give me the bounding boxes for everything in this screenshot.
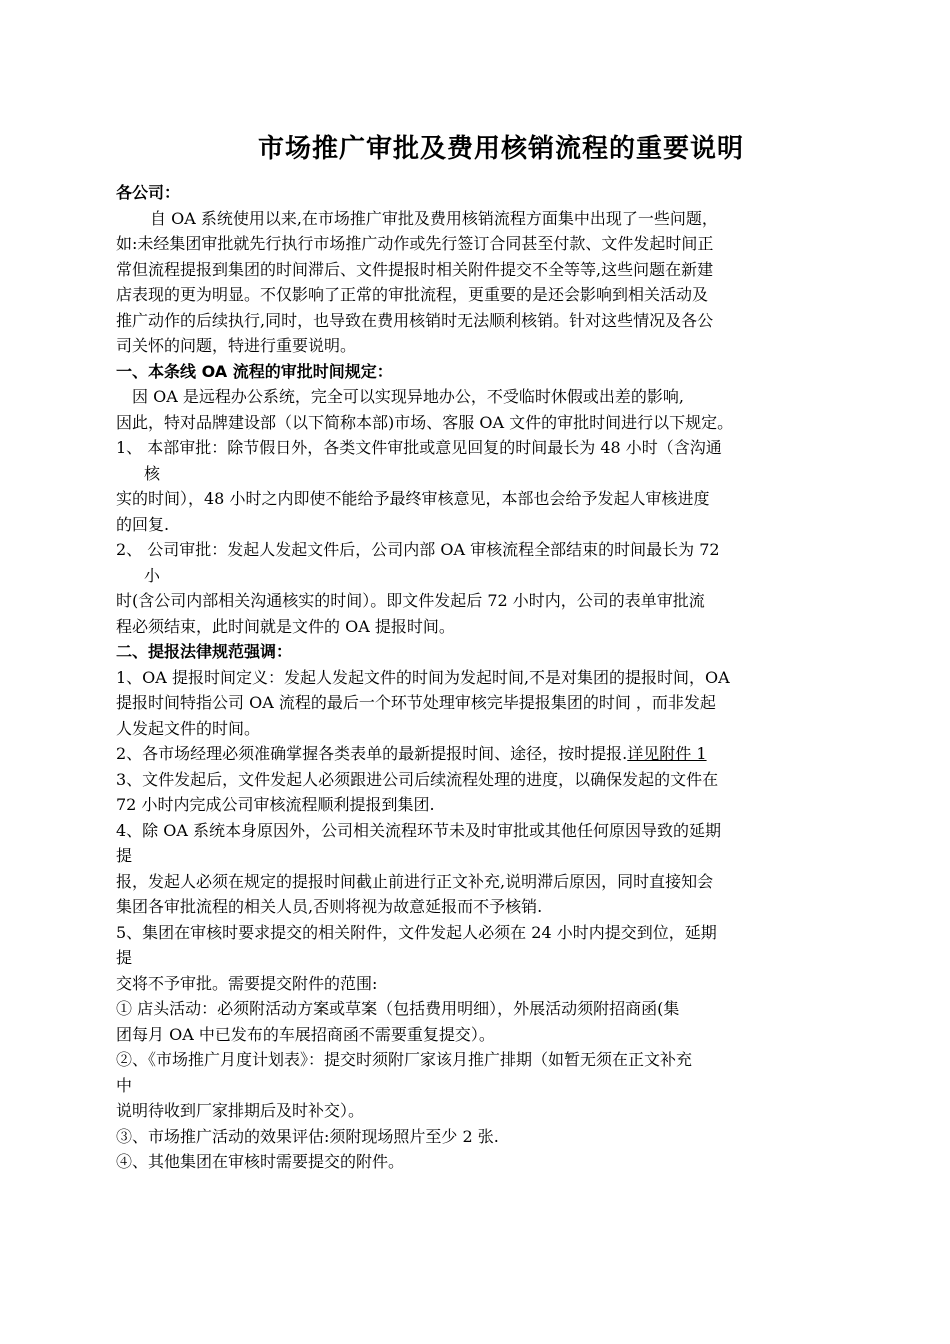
intro-line: 店表现的更为明显。不仅影响了正常的审批流程，更重要的是还会影响到相关活动及	[116, 285, 709, 304]
section2-line: 交将不予审批。需要提交附件的范围:	[116, 973, 378, 993]
document-body	[116, 180, 840, 1175]
section2-line: 集团各审批流程的相关人员,否则将视为故意延报而不予核销.	[116, 897, 543, 916]
section1-line: 1、 本部审批：除节假日外，各类文件审批或意见回复的时间最长为 48 小时（含沟通	[116, 438, 722, 457]
intro-line: 常但流程提报到集团的时间滞后、文件提报时相关附件提交不全等等,这些问题在新建	[116, 259, 714, 279]
section2-line: 报，发起人必须在规定的提报时间截止前进行正文补充,说明滞后原因，同时直接知会	[116, 871, 714, 891]
section2-line: ②、《市场推广月度计划表》：提交时须附厂家该月推广排期（如暂无须在正文补充	[116, 1050, 693, 1069]
section2-line: 提报时间特指公司 OA 流程的最后一个环节处理审核完毕提报集团的时间 ，而非发起	[116, 693, 716, 712]
section1-line: 程必须结束，此时间就是文件的 OA 提报时间。	[116, 616, 455, 636]
section1-line: 时(含公司内部相关沟通核实的时间）。即文件发起后 72 小时内，公司的表单审批流	[116, 591, 705, 610]
section2-item-2-text: 2、各市场经理必须准确掌握各类表单的最新提报时间、途径，按时提报.	[116, 744, 628, 763]
section1-line: 2、 公司审批：发起人发起文件后，公司内部 OA 审核流程全部结束的时间最长为 72	[116, 540, 720, 559]
section1-line: 实的时间），48 小时之内即使不能给予最终审核意见，本部也会给予发起人审核进度	[116, 489, 710, 508]
document-title: 市场推广审批及费用核销流程的重要说明	[257, 134, 744, 164]
section1-line: 小	[144, 565, 161, 585]
section2-line: ④、其他集团在审核时需要提交的附件。	[116, 1152, 405, 1171]
salutation: 各公司：	[116, 183, 181, 202]
section2-line: 1、OA 提报时间定义：发起人发起文件的时间为发起时间,不是对集团的提报时间，OA	[116, 667, 730, 687]
intro-line: 推广动作的后续执行,同时，也导致在费用核销时无法顺利核销。针对这些情况及各公	[116, 310, 714, 330]
section2-line: ③、市场推广活动的效果评估:须附现场照片至少 2 张.	[116, 1126, 499, 1146]
section1-line: 的回复.	[116, 514, 170, 534]
intro-line: 司关怀的问题，特进行重要说明。	[116, 336, 357, 355]
attachment-link[interactable]: 详见附件 1	[627, 744, 707, 763]
section1-line: 因此，特对品牌建设部（以下简称本部)市场、客服 OA 文件的审批时间进行以下规定。	[116, 412, 734, 432]
section1-line: 因 OA 是远程办公系统，完全可以实现异地办公，不受临时休假或出差的影响,	[132, 387, 684, 406]
intro-line: 自 OA 系统使用以来,在市场推广审批及费用核销流程方面集中出现了一些问题，	[150, 208, 718, 228]
section2-line: 团每月 OA 中已发布的车展招商函不需要重复提交）。	[116, 1024, 495, 1044]
section-heading-2: 二、提报法律规范强调：	[116, 642, 293, 661]
section2-line: 说明待收到厂家排期后及时补交）。	[116, 1101, 365, 1120]
section2-line: 5、集团在审核时要求提交的相关附件，文件发起人必须在 24 小时内提交到位，延期	[116, 922, 717, 942]
section1-line: 核	[144, 463, 161, 483]
section2-line: 人发起文件的时间。	[116, 718, 261, 738]
section2-line: 提	[116, 846, 133, 865]
section2-line: 提	[116, 948, 133, 967]
section2-item-2	[116, 741, 840, 767]
section-heading-1: 一、本条线 OA 流程的审批时间规定：	[116, 361, 393, 381]
intro-line: 如:未经集团审批就先行执行市场推广动作或先行签订合同甚至付款、文件发起时间正	[116, 234, 714, 253]
section2-line: 中	[116, 1075, 133, 1095]
section2-line: ① 店头活动：必须附活动方案或草案（包括费用明细），外展活动须附招商函(集	[116, 999, 680, 1018]
section2-line: 3、文件发起后，文件发起人必须跟进公司后续流程处理的进度，以确保发起的文件在	[116, 769, 719, 789]
section2-line: 72 小时内完成公司审核流程顺利提报到集团.	[116, 795, 435, 814]
section2-line: 4、除 OA 系统本身原因外，公司相关流程环节未及时审批或其他任何原因导致的延期	[116, 820, 722, 840]
